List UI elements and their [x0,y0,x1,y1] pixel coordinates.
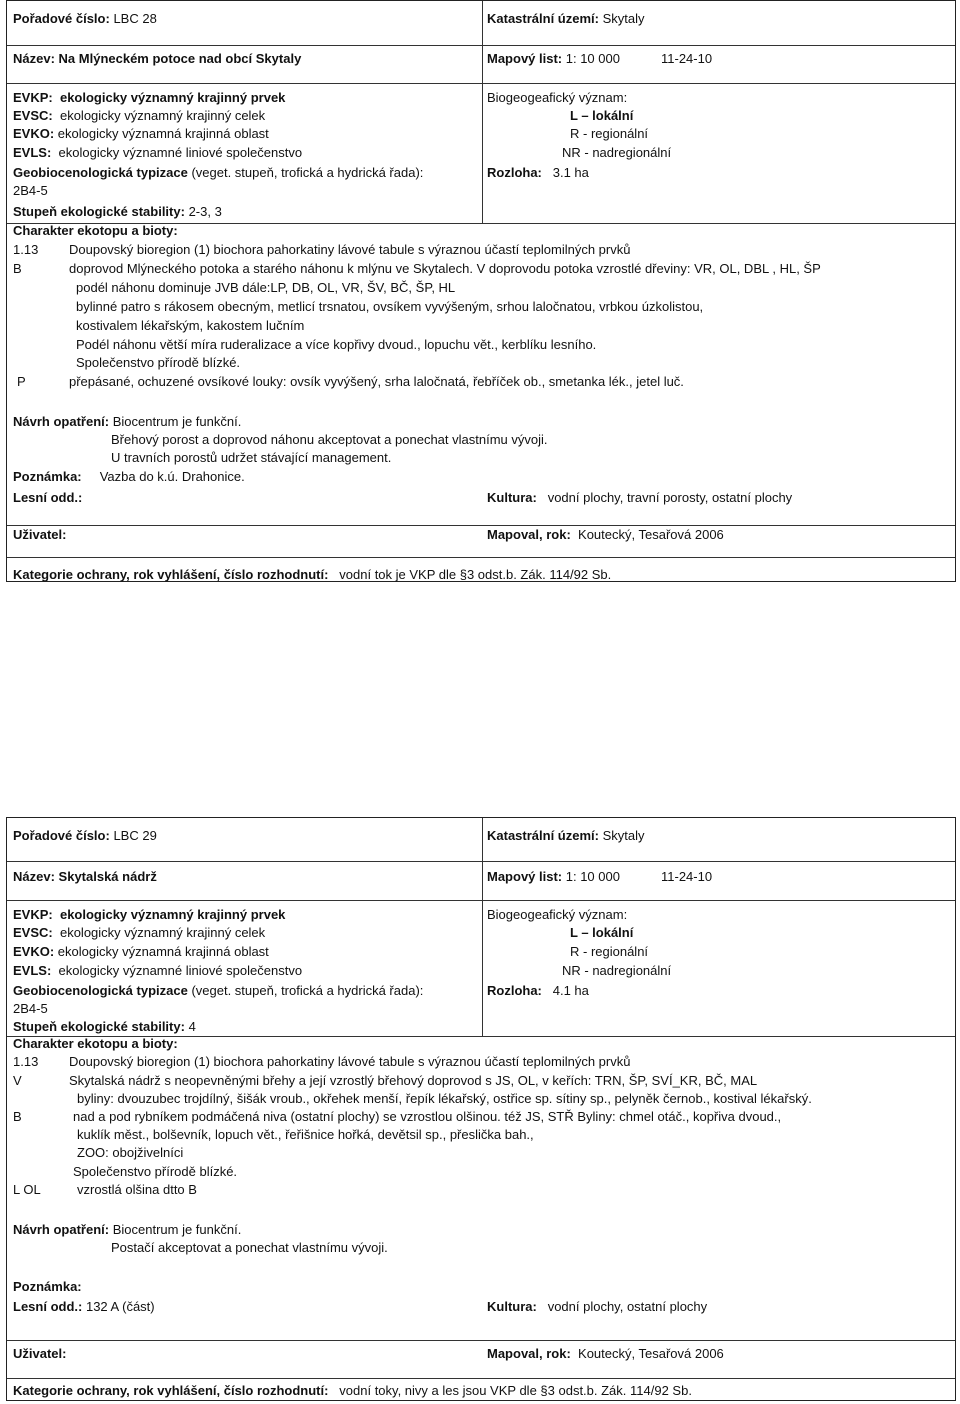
line-text: Podél náhonu větší míra ruderalizace a více kopřivy dvoud., lopuchu vět., kerblíku lesního. [76,337,597,352]
navrh-line: Břehový porost a doprovod náhonu akceptovat a ponechat vlastnímu vývoji. [111,432,548,447]
katastr-field: Katastrální území: Skytaly [487,828,645,843]
navrh-line: U travních porostů udržet stávající management. [111,450,392,465]
lesni-field: Lesní odd.: 132 A (část) [13,1299,155,1314]
row-charakter [7,224,955,526]
mapoval-field: Mapoval, rok: Koutecký, Tesařová 2006 [487,527,724,542]
mapovy-field: Mapový list: 1: 10 000 [487,51,620,66]
line-text: Skytalská nádrž s neopevněnými břehy a její vzrostlý břehový doprovod s JS, OL, v keřích: TRN, ŠP, SVÍ_KR, BČ, MAL [69,1073,758,1088]
line-text: bylinné patro s rákosem obecným, metlicí trsnatou, ovsíkem vyvýšeným, srhou laločnatou, vrbkou úzkolistou, [76,299,704,314]
poznamka-line: Poznámka: [13,1279,82,1294]
navrh-line: Návrh opatření: Biocentrum je funkční. [13,414,242,429]
stability-line: Stupeň ekologické stability: 2-3, 3 [13,204,222,219]
bio-regional: R - regionální [570,944,649,959]
mapovy-number: 11-24-10 [661,869,713,884]
bio-label: Biogeogeafický význam: [487,90,628,105]
bio-local: L – lokální [570,108,634,123]
rozloha-field: Rozloha: 3.1 ha [487,165,589,180]
evko-line: EVKO: ekologicky významná krajinná oblast [13,126,269,141]
mapovy-number: 11-24-10 [661,51,713,66]
evkp-line: EVKP: ekologicky významný krajinný prvek [13,90,286,105]
uzivatel-label: Uživatel: [13,527,67,542]
record-lbc-28 [6,0,956,582]
poznamka-line: Poznámka: Vazba do k.ú. Drahonice. [13,469,245,484]
navrh-line: Postačí akceptovat a ponechat vlastnímu vývoji. [111,1240,388,1255]
line-code: 1.13 [13,1054,39,1069]
row-poradi [7,818,955,862]
line-text: Společenstvo přírodě blízké. [76,355,241,370]
poradi-field: Pořadové číslo: LBC 29 [13,828,157,843]
kultura-field: Kultura: vodní plochy, travní porosty, ostatní plochy [487,490,793,505]
row-ev-block [7,901,955,1037]
row-kategorie [7,1379,955,1400]
line-text: Doupovský bioregion (1) biochora pahorkatiny lávové tabule s výraznou účastí teplomilných prvků [69,242,631,257]
line-code: B [13,1109,22,1124]
kategorie-field: Kategorie ochrany, rok vyhlášení, číslo rozhodnutí: vodní tok je VKP dle §3 odst.b. Zák. 114/92 Sb. [13,567,612,582]
bio-nadregional: NR - nadregionální [562,963,672,978]
lesni-field: Lesní odd.: [13,490,83,505]
evsc-line: EVSC: ekologicky významný krajinný celek [13,925,266,940]
record-lbc-29 [6,817,956,1401]
line-text: podél náhonu dominuje JVB dále:LP, DB, OL, VR, ŠV, BČ, ŠP, HL [76,280,456,295]
katastr-field: Katastrální území: Skytaly [487,11,645,26]
line-text: kuklík měst., bolševník, lopuch vět., řeřišnice hořká, devětsil sp., přeslička bah., [77,1127,534,1142]
kultura-field: Kultura: vodní plochy, ostatní plochy [487,1299,708,1314]
geo-line: Geobiocenologická typizace (veget. stupeň, trofická a hydrická řada): [13,165,424,180]
geo-value: 2B4-5 [13,183,48,198]
uzivatel-label: Uživatel: [13,1346,67,1361]
line-text: ZOO: obojživelníci [77,1145,184,1160]
bio-regional: R - regionální [570,126,649,141]
nazev-field: Název: Skytalská nádrž [13,869,157,884]
row-ev-block [7,84,955,224]
row-nazev [7,862,955,901]
row-poradi [7,1,955,46]
row-charakter [7,1037,955,1341]
line-text: vzrostlá olšina dtto B [77,1182,197,1197]
line-code: L OL [13,1182,41,1197]
nazev-field: Název: Na Mlýneckém potoce nad obcí Skytaly [13,51,302,66]
evls-line: EVLS: ekologicky významné liniové společenstvo [13,145,303,160]
mapoval-field: Mapoval, rok: Koutecký, Tesařová 2006 [487,1346,724,1361]
poradi-field: Pořadové číslo: LBC 28 [13,11,157,26]
line-code: B [13,261,22,276]
mapovy-field: Mapový list: 1: 10 000 [487,869,620,884]
evkp-line: EVKP: ekologicky významný krajinný prvek [13,907,286,922]
bio-local: L – lokální [570,925,634,940]
bio-label: Biogeogeafický význam: [487,907,628,922]
stability-line: Stupeň ekologické stability: 4 [13,1019,196,1034]
line-text: kostivalem lékařským, kakostem lučním [76,318,305,333]
line-text: Doupovský bioregion (1) biochora pahorkatiny lávové tabule s výraznou účastí teplomilných prvků [69,1054,631,1069]
geo-value: 2B4-5 [13,1001,48,1016]
row-uzivatel [7,1341,955,1379]
rozloha-field: Rozloha: 4.1 ha [487,983,589,998]
row-kategorie [7,558,955,582]
evls-line: EVLS: ekologicky významné liniové společenstvo [13,963,303,978]
line-text: nad a pod rybníkem podmáčená niva (ostatní plochy) se vzrostlou olšinou. též JS, STŘ Byliny: chmel otáč., kopřiva dvoud., [73,1109,782,1124]
line-text: byliny: dvouzubec trojdílný, šišák vroub., okřehek menší, řepík lékařský, ostřice sp. sítiny sp., pelyněk černob., kostival lékařský. [77,1091,812,1106]
line-text: Společenstvo přírodě blízké. [73,1164,238,1179]
navrh-line: Návrh opatření: Biocentrum je funkční. [13,1222,242,1237]
charakter-label: Charakter ekotopu a bioty: [13,223,178,238]
charakter-label: Charakter ekotopu a bioty: [13,1036,178,1051]
evko-line: EVKO: ekologicky významná krajinná oblast [13,944,269,959]
kategorie-field: Kategorie ochrany, rok vyhlášení, číslo rozhodnutí: vodní toky, nivy a les jsou VKP dle §3 odst.b. Zák. 114/92 Sb. [13,1383,692,1398]
bio-nadregional: NR - nadregionální [562,145,672,160]
geo-line: Geobiocenologická typizace (veget. stupeň, trofická a hydrická řada): [13,983,424,998]
line-code: 1.13 [13,242,39,257]
line-code: P [17,374,26,389]
row-nazev [7,46,955,84]
line-text: přepásané, ochuzené ovsíkové louky: ovsík vyvýšený, srha laločnatá, řebříček ob., smetanka lék., jetel luč. [69,374,684,389]
evsc-line: EVSC: ekologicky významný krajinný celek [13,108,266,123]
line-code: V [13,1073,22,1088]
line-text: doprovod Mlýneckého potoka a starého náhonu k mlýnu ve Skytalech. V doprovodu potoka vzrostlé dřeviny: VR, OL, DBL , HL, ŠP [69,261,821,276]
row-uzivatel [7,526,955,558]
